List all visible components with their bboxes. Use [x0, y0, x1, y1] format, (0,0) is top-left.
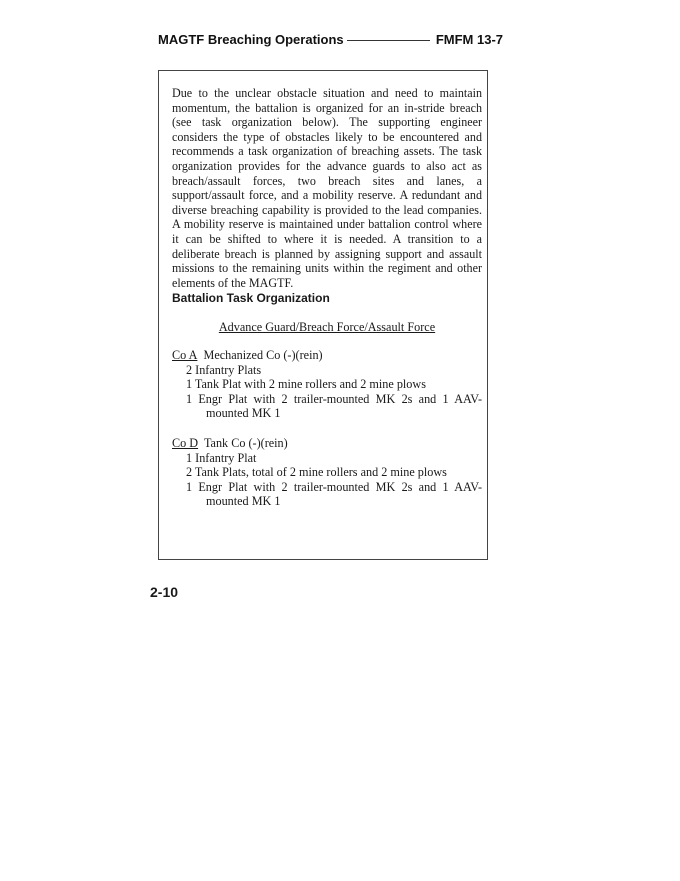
- section-heading: Battalion Task Organization: [172, 291, 330, 305]
- unit-header: [172, 436, 482, 451]
- header-document-title: MAGTF Breaching Operations: [158, 31, 344, 47]
- task-organization-subheading: Advance Guard/Breach Force/Assault Force: [218, 320, 436, 334]
- unit-description: Mechanized Co (-)(rein): [203, 348, 323, 362]
- unit-id: Co D: [172, 436, 199, 450]
- unit-item: 2 Tank Plats, total of 2 mine rollers and 2 mine plows: [186, 465, 447, 480]
- unit-header: [172, 348, 482, 363]
- unit-block-co-d: [172, 436, 482, 509]
- header-publication-id: FMFM 13-7: [435, 31, 503, 47]
- unit-item: 1 Infantry Plat: [186, 450, 257, 465]
- header-rule: [347, 40, 430, 41]
- unit-description: Tank Co (-)(rein): [203, 436, 288, 450]
- unit-item: 2 Infantry Plats: [186, 362, 262, 377]
- unit-item: 1 Engr Plat with 2 trailer-mounted MK 2s and 1 AAV-mounted MK 1: [186, 391, 482, 421]
- unit-item: 1 Tank Plat with 2 mine rollers and 2 mine plows: [186, 377, 426, 392]
- unit-id: Co A: [172, 348, 198, 362]
- page-number: 2-10: [150, 584, 179, 600]
- unit-block-co-a: [172, 348, 482, 421]
- running-header: [158, 30, 503, 48]
- body-paragraph: Due to the unclear obstacle situation and need to maintain momentum, the battalion is organized for an in-stride breach (see task organization below). The supporting engineer considers the type of obstacles likely to be encountered and recommends a task organization of breaching assets. The task organization provides for the advance guards to also act as breach/assault forces, two breach sites and lanes, a support/assault force, and a mobility reserve. A redundant and diverse breaching capability is provided to the lead companies. A mobility reserve is maintained under battalion control where it can be shifted to where it is needed. A transition to a deliberate breach is planned by assigning support and assault missions to the remaining units within the regiment and other elements of the MAGTF.: [172, 86, 482, 290]
- unit-item: 1 Engr Plat with 2 trailer-mounted MK 2s and 1 AAV-mounted MK 1: [186, 479, 482, 509]
